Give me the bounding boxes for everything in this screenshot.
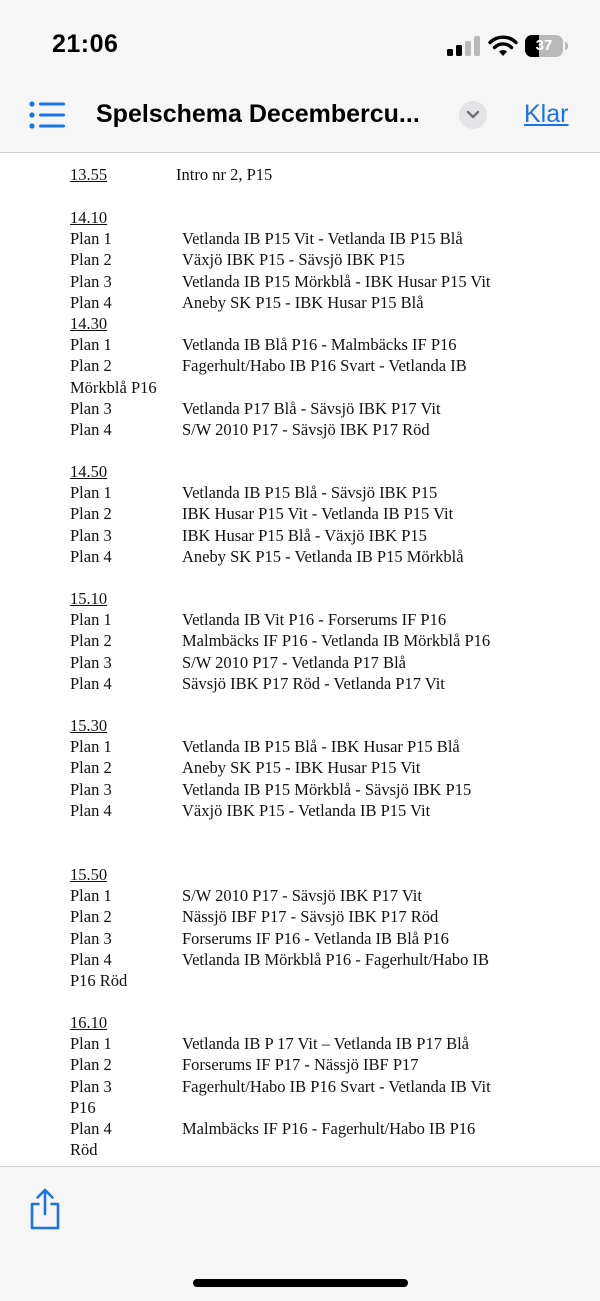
plan-label: Plan 4 [70,673,112,693]
match-text: Fagerhult/Habo IB P16 Svart - Vetlanda IB Vit [182,1076,491,1096]
document-view[interactable] [0,153,600,1165]
match-text: Växjö IBK P15 - Vetlanda IB P15 Vit [182,800,431,820]
plan-label: Plan 1 [70,483,112,503]
match-text: Aneby SK P15 - IBK Husar P15 Vit [182,758,421,778]
plan-label: Plan 3 [70,779,112,799]
plan-label: Plan 2 [70,1055,112,1075]
chevron-down-icon [466,110,480,120]
plan-label: Plan 1 [70,610,112,630]
match-text: Vetlanda IB Vit P16 - Forserums IF P16 [182,610,447,630]
match-text: Vetlanda IB P 17 Vit – Vetlanda IB P17 Blå [182,1034,469,1054]
match-text: Vetlanda IB Mörkblå P16 - Fagerhult/Habo IB [182,949,490,969]
match-text: IBK Husar P15 Vit - Vetlanda IB P15 Vit [182,504,454,524]
match-text: Vetlanda IB P15 Mörkblå - IBK Husar P15 Vit [182,271,491,291]
match-text: IBK Husar P15 Blå - Växjö IBK P15 [182,525,427,545]
document-title: Spelschema Decembercu... [96,100,420,128]
plan-label: Plan 2 [70,631,112,651]
match-text-continuation: Röd [70,1140,98,1160]
plan-label: Plan 4 [70,949,112,969]
match-text: Aneby SK P15 - Vetlanda IB P15 Mörkblå [182,546,464,566]
match-text: Vetlanda IB P15 Blå - IBK Husar P15 Blå [182,737,460,757]
match-text: Växjö IBK P15 - Sävsjö IBK P15 [182,250,405,270]
plan-label: Plan 4 [70,800,112,820]
plan-label: Plan 1 [70,229,112,249]
time-slot-label: 15.30 [70,716,108,735]
title-menu-button[interactable] [459,101,487,129]
plan-label: Plan 2 [70,758,112,778]
plan-label: Plan 3 [70,271,112,291]
time-slot-label: 15.50 [70,865,108,884]
time-slot-label: 16.10 [70,1013,108,1032]
match-text: Vetlanda IB P15 Mörkblå - Sävsjö IBK P15 [182,779,472,799]
home-indicator[interactable] [193,1279,408,1287]
plan-label: Plan 3 [70,1076,112,1096]
plan-label: Plan 4 [70,420,112,439]
match-text-continuation: Mörkblå P16 [70,377,157,397]
time-slot-label: 14.30 [70,314,108,333]
match-text: S/W 2010 P17 - Sävsjö IBK P17 Vit [182,886,422,906]
intro-text: Intro nr 2, P15 [176,165,273,184]
plan-label: Plan 4 [70,292,112,312]
battery-level: 37 [535,37,553,54]
nav-bar [0,90,600,153]
plan-label: Plan 3 [70,928,112,948]
match-text: Forserums IF P16 - Vetlanda IB Blå P16 [182,928,449,948]
plan-label: Plan 4 [70,546,112,566]
plan-label: Plan 3 [70,652,112,672]
status-time: 21:06 [52,30,119,58]
match-text-continuation: P16 [70,1097,96,1117]
battery-icon [525,35,569,57]
plan-label: Plan 3 [70,525,112,545]
match-text: Malmbäcks IF P16 - Fagerhult/Habo IB P16 [182,1119,476,1138]
match-text: Vetlanda IB Blå P16 - Malmbäcks IF P16 [182,335,457,355]
signal-icon [447,36,481,56]
match-text: Sävsjö IBK P17 Röd - Vetlanda P17 Vit [182,673,445,693]
done-button[interactable]: Klar [524,100,569,128]
match-text: Fagerhult/Habo IB P16 Svart - Vetlanda IB [182,356,467,376]
plan-label: Plan 4 [70,1119,112,1138]
plan-label: Plan 2 [70,504,112,524]
plan-label: Plan 1 [70,737,112,757]
match-text-continuation: P16 Röd [70,971,128,990]
time-slot-label: 14.10 [70,208,108,227]
plan-label: Plan 2 [70,250,112,270]
list-icon[interactable] [28,100,66,130]
time-slot-label: 14.50 [70,462,108,481]
share-icon[interactable] [28,1187,62,1231]
time-slot-label: 15.10 [70,589,108,608]
match-text: Vetlanda P17 Blå - Sävsjö IBK P17 Vit [182,398,441,418]
bottom-toolbar [0,1166,600,1301]
plan-label: Plan 2 [70,356,112,376]
match-text: Vetlanda IB P15 Vit - Vetlanda IB P15 Blå [182,229,463,249]
match-text: Aneby SK P15 - IBK Husar P15 Blå [182,292,424,312]
intro-time: 13.55 [70,165,108,184]
battery-tip [565,42,568,50]
plan-label: Plan 1 [70,335,112,355]
intro-row [70,165,273,185]
plan-label: Plan 2 [70,907,112,927]
match-text: Malmbäcks IF P16 - Vetlanda IB Mörkblå P16 [182,631,491,651]
status-bar [0,0,600,90]
plan-label: Plan 1 [70,1034,112,1054]
match-text: S/W 2010 P17 - Sävsjö IBK P17 Röd [182,420,430,439]
wifi-icon [488,35,518,57]
plan-label: Plan 3 [70,398,112,418]
match-text: Vetlanda IB P15 Blå - Sävsjö IBK P15 [182,483,438,503]
match-text: S/W 2010 P17 - Vetlanda P17 Blå [182,652,406,672]
battery-body [525,35,563,57]
plan-label: Plan 1 [70,886,112,906]
match-text: Nässjö IBF P17 - Sävsjö IBK P17 Röd [182,907,439,927]
match-text: Forserums IF P17 - Nässjö IBF P17 [182,1055,419,1075]
